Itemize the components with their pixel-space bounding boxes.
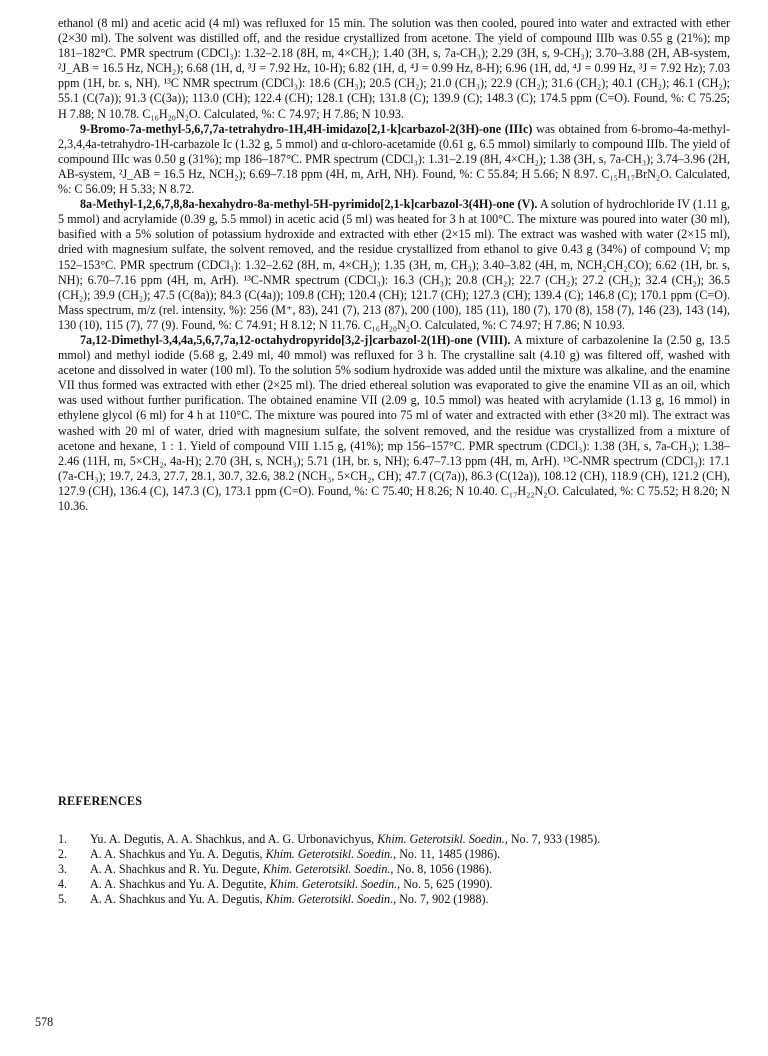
reference-number: 4. [58, 877, 68, 892]
reference-item [58, 832, 730, 847]
reference-text [90, 847, 730, 862]
reference-text [90, 832, 730, 847]
compound-heading-VIII: 7a,12-Dimethyl-3,4,4a,5,6,7,7a,12-octahydropyrido[3,2-j]carbazol-2(1H)-one (VIII). [80, 332, 511, 347]
paragraph-4-text: A mixture of carbazolenine Ia (2.50 g, 13.5 mmol) and methyl iodide (5.68 g, 2.49 ml, 40 mmol) was refluxed for 3 h. The crystalline salt (4.10 g) was filtered off, washed with acetone and dissolved in water (100 ml). To the solution 5% sodium hydroxide was added until the mixture was alkaline, and the enamine VII thus formed was extracted with ether (2×25 ml). The dried ethereal solution was evaporated to give the enamine VII as an oil, which was used without further purification. The obtained enamine VII (2.09 g, 10.5 mmol) was heated with acrylamide (1.13 g, 16 mmol) in ethylene glycol (6 ml) for 4 h at 110°C. The mixture was poured into 75 ml of water and extracted with ether (3×20 ml). The extract was washed with 20 ml of water, dried with magnesium sulfate, the solvent removed, and the residue was crystallized from a mixture of acetone and hexane, 1 : 1. Yield of compound VIII 1.15 g, (41%); mp 156–157°C. PMR spectrum (CDCl₃): 1.38 (3H, s, 7a-CH₃); 1.38–2.46 (11H, m, 5×CH₂, 4a-H); 2.70 (3H, s, NCH₃); 5.71 (1H, br. s, NH); 6.47–7.13 ppm (4H, m, ArH). ¹³C-NMR spectrum (CDCl₃): 17.1 (7a-CH₃); 19.7, 24.3, 27.7, 28.1, 30.7, 32.6, 38.2 (NCH₃, 5×CH₂, CH); 47.7 (C(7a)), 86.3 (C(12a)), 108.12 (CH), 118.9 (CH), 121.2 (CH), 127.9 (CH), 136.4 (C), 147.3 (C), 173.1 ppm (C=O). Found, %: C 75.40; H 8.26; N 10.40. C₁₇H₂₂N₂O. Calculated, %: C 75.52; H 8.20; N 10.36. [58, 332, 730, 513]
reference-number: 5. [58, 892, 68, 907]
reference-details: No. 7, 933 (1985). [510, 832, 601, 846]
reference-journal: Khim. Geterotsikl. Soedin., [377, 832, 508, 846]
paragraph-2 [58, 122, 730, 197]
reference-text [90, 862, 730, 877]
compound-heading-V: 8a-Methyl-1,2,6,7,8,8a-hexahydro-8a-methyl-5H-pyrimido[2,1-k]carbazol-3(4H)-one (V). [80, 197, 538, 212]
references-heading: REFERENCES [58, 794, 143, 808]
reference-details: No. 11, 1485 (1986). [399, 847, 501, 862]
reference-item [58, 892, 730, 907]
reference-item [58, 847, 730, 862]
reference-authors: A. A. Shachkus and R. Yu. Degute, [90, 862, 260, 877]
reference-text [90, 877, 730, 892]
paragraph-2-text: was obtained from 6-bromo-4a-methyl-2,3,4,4a-tetrahydro-1H-carbazole Ic (1.32 g, 5 mmol) and α-chloro-acetamide (0.61 g, 6.5 mmol) similarly to compound IIIb. The yield of compound IIIc was 0.50 g (31%); mp 186–187°C. PMR spectrum (CDCl₃): 1.31–2.19 (8H, 4×CH₂); 1.38 (3H, s, 7a-CH₃); 3.74–3.96 (2H, AB-system, ²J_AB = 16.5 Hz, NCH₂); 6.69–7.18 ppm (4H, m, ArH, NH). Found, %: C 55.84; H 5.66; N 8.97. C₁₅H₁₇BrN₂O. Calculated, %: C 56.09; H 5.33; N 8.72. [58, 121, 730, 197]
reference-journal: Khim. Geterotsikl. Soedin., [265, 847, 397, 862]
reference-journal: Khim. Geterotsikl. Soedin., [265, 892, 397, 907]
reference-details: No. 8, 1056 (1986). [396, 862, 492, 877]
reference-authors: A. A. Shachkus and Yu. A. Degutis, [90, 847, 263, 862]
compound-heading-IIIc: 9-Bromo-7a-methyl-5,6,7,7a-tetrahydro-1H,4H-imidazo[2,1-k]carbazol-2(3H)-one (IIIc) [80, 121, 533, 136]
reference-journal: Khim. Geterotsikl. Soedin., [269, 877, 401, 892]
reference-number: 3. [58, 862, 68, 877]
reference-item [58, 877, 730, 892]
reference-number: 1. [58, 832, 68, 846]
paragraph-1-text: ethanol (8 ml) and acetic acid (4 ml) was refluxed for 15 min. The solution was then cooled, poured into water and extracted with ether (2×30 ml). The solvent was distilled off, and the residue crystallized from acetone. The yield of compound IIIb was 0.55 g (21%); mp 181–182°C. PMR spectrum (CDCl₃): 1.32–2.18 (8H, m, 4×CH₂); 1.40 (3H, s, 7a-CH₃); 2.29 (3H, s, 9-CH₃); 3.70–3.88 (2H, AB-system, ²J_AB = 16.5 Hz, NCH₂); 6.68 (1H, d, ³J = 7.92 Hz, 10-H); 6.82 (1H, d, ⁴J = 0.99 Hz, 8-H); 6.96 (1H, dd, ⁴J = 0.99 Hz, ³J = 7.92 Hz); 7.03 ppm (1H, br. s, NH). ¹³C NMR spectrum (CDCl₃): 18.6 (CH₃); 20.5 (CH₂); 21.0 (CH₃); 22.9 (CH₂); 31.6 (CH₂); 40.1 (CH₂); 46.1 (CH₂); 55.1 (C(7a)); 91.3 (C(3a)); 113.0 (CH); 122.4 (CH); 128.1 (CH); 131.8 (C); 139.9 (C); 148.3 (C); 174.5 ppm (C=O). Found, %: C 75.25; H 7.88; N 10.78. C₁₆H₂₀N₂O. Calculated, %: C 74.97; H 7.86; N 10.93. [58, 16, 730, 121]
reference-authors: Yu. A. Degutis, A. A. Shachkus, and A. G. Urbonavichyus, [90, 832, 375, 846]
reference-authors: A. A. Shachkus and Yu. A. Degutite, [90, 877, 267, 892]
body-text [58, 16, 730, 514]
reference-text [90, 892, 730, 907]
reference-authors: A. A. Shachkus and Yu. A. Degutis, [90, 892, 263, 907]
reference-details: No. 7, 902 (1988). [399, 892, 489, 907]
reference-item [58, 862, 730, 877]
references-list [58, 832, 730, 907]
paragraph-3-text: A solution of hydrochloride IV (1.11 g, 5 mmol) and acrylamide (0.39 g, 5.5 mmol) in acetic acid (5 ml) was heated for 3 h at 100°C. The mixture was poured into water (30 ml), basified with a 5% solution of potassium hydroxide and extracted with ether (2×15 ml). The extract was washed with water (2×15 ml), dried with magnesium sulfate, the solvent removed, and the residue crystallized from ethanol to give 0.43 g (34%) of compound V; mp 152–153°C. PMR spectrum (CDCl₃): 1.32–2.62 (8H, m, 4×CH₂); 1.35 (3H, m, CH₃); 3.40–3.82 (4H, m, NCH₂CH₂CO); 6.62 (1H, br. s, NH); 6.70–7.16 ppm (4H, m, ArH). ¹³C-NMR spectrum (CDCl₃): 16.3 (CH₃); 20.8 (CH₂); 22.7 (CH₂); 27.2 (CH₂); 32.4 (CH₂); 36.5 (CH₂); 39.9 (CH₂); 47.5 (C(8a)); 84.3 (C(4a)); 109.8 (CH); 120.4 (CH); 121.7 (CH); 127.3 (CH); 139.4 (C); 146.8 (C); 170.1 ppm (C=O). Mass spectrum, m/z (rel. intensity, %): 256 (M⁺, 83), 241 (7), 213 (87), 200 (100), 185 (11), 180 (7), 170 (8), 158 (7), 146 (23), 143 (14), 130 (10), 115 (7), 77 (9). Found, %: C 74.91; H 8.12; N 11.76. C₁₆H₂₀N₂O. Calculated, %: C 74.97; H 7.86; N 10.93. [58, 197, 730, 332]
reference-journal: Khim. Geterotsikl. Soedin., [262, 862, 394, 877]
paragraph-3 [58, 197, 730, 333]
page-number: 578 [35, 1015, 54, 1029]
paragraph-4 [58, 333, 730, 514]
paragraph-1 [58, 16, 730, 122]
reference-number: 2. [58, 847, 68, 862]
reference-details: No. 5, 625 (1990). [403, 877, 493, 892]
